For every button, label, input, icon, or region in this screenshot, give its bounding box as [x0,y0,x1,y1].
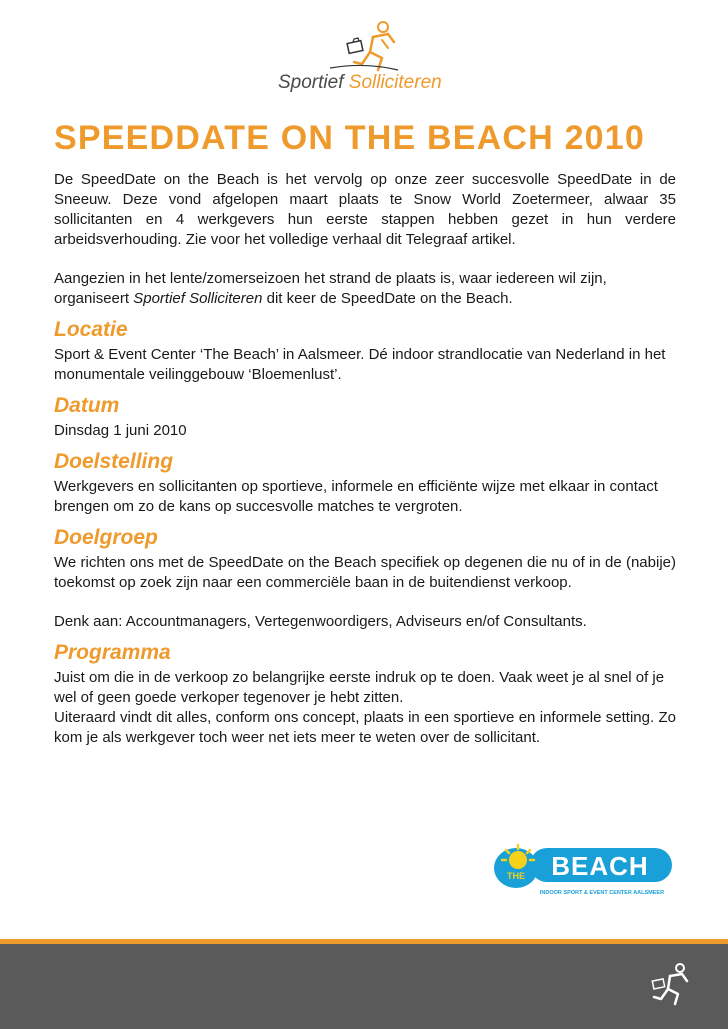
doelgroep-text: We richten ons met de SpeedDate on the Beach specifiek op degenen die nu of in de (nabije) toekomst op zoek zijn naar een commerciële baan in de buitendienst verkoop. [54,554,676,591]
intro-paragraph-1: De SpeedDate on the Beach is het vervolg op onze zeer succesvolle SpeedDate in de Sneeuw. Deze vond afgelopen maart plaats te Snow World Zoetermeer, alwaar 35 sollicitanten en 4 werkgevers hun eerste stappen hebben gezet in hun verdere arbeidsverhouding. Zie voor het volledige verhaal dit Telegraaf artikel. [54,171,676,248]
page-title: SPEEDDATE ON THE BEACH 2010 [54,119,646,157]
brand-word-sportief: Sportief [278,72,344,93]
brand-word-solliciteren: Solliciteren [348,72,442,93]
beach-logo-the: THE [507,871,525,881]
brand-name [278,72,442,94]
doelstelling-text: Werkgevers en sollicitanten op sportieve, informele en efficiënte wijze met elkaar in contact brengen om zo de kans op succesvolle matches te vergroten. [54,478,658,515]
intro-brand-mention: Sportief Solliciteren [133,290,263,307]
sun-icon [509,851,527,869]
datum-heading: Datum [54,394,120,417]
runner-with-briefcase-icon [270,18,460,78]
beach-logo-tagline: INDOOR SPORT & EVENT CENTER AALSMEER [539,890,665,896]
doelgroep-text-2: Denk aan: Accountmanagers, Vertegenwoordigers, Adviseurs en/of Consultants. [54,613,587,630]
programma-heading: Programma [54,641,171,664]
runner-footer-icon [650,962,694,1010]
beach-logo-word: BEACH [551,851,649,881]
doelstelling-heading: Doelstelling [54,450,174,473]
locatie-text: Sport & Event Center ‘The Beach’ in Aalsmeer. Dé indoor strandlocatie van Nederland in het monumentale veilinggebouw ‘Bloemenlust’. [54,346,666,383]
sportief-solliciteren-logo [270,18,460,98]
document-body [54,118,676,748]
locatie-heading: Locatie [54,318,128,341]
the-beach-logo [492,842,676,898]
intro-text-after: dit keer de SpeedDate on the Beach. [262,290,513,307]
intro-text-before: Aangezien in het lente/zomerseizoen het strand de plaats is, waar iedereen wil zijn, organiseert [54,270,607,307]
intro-paragraph-2 [54,269,676,309]
datum-text: Dinsdag 1 juni 2010 [54,422,187,439]
doelgroep-heading: Doelgroep [54,526,158,549]
footer-bar [0,944,728,1029]
programma-text: Juist om die in de verkoop zo belangrijke eerste indruk op te doen. Vaak weet je al snel of je wel of geen goede verkoper tegenover je hebt zitten. [54,669,665,706]
programma-text-2: Uiteraard vindt dit alles, conform ons concept, plaats in een sportieve en informele setting. Zo kom je als werkgever toch weer net iets meer te weten over de sollicitant. [54,709,676,746]
